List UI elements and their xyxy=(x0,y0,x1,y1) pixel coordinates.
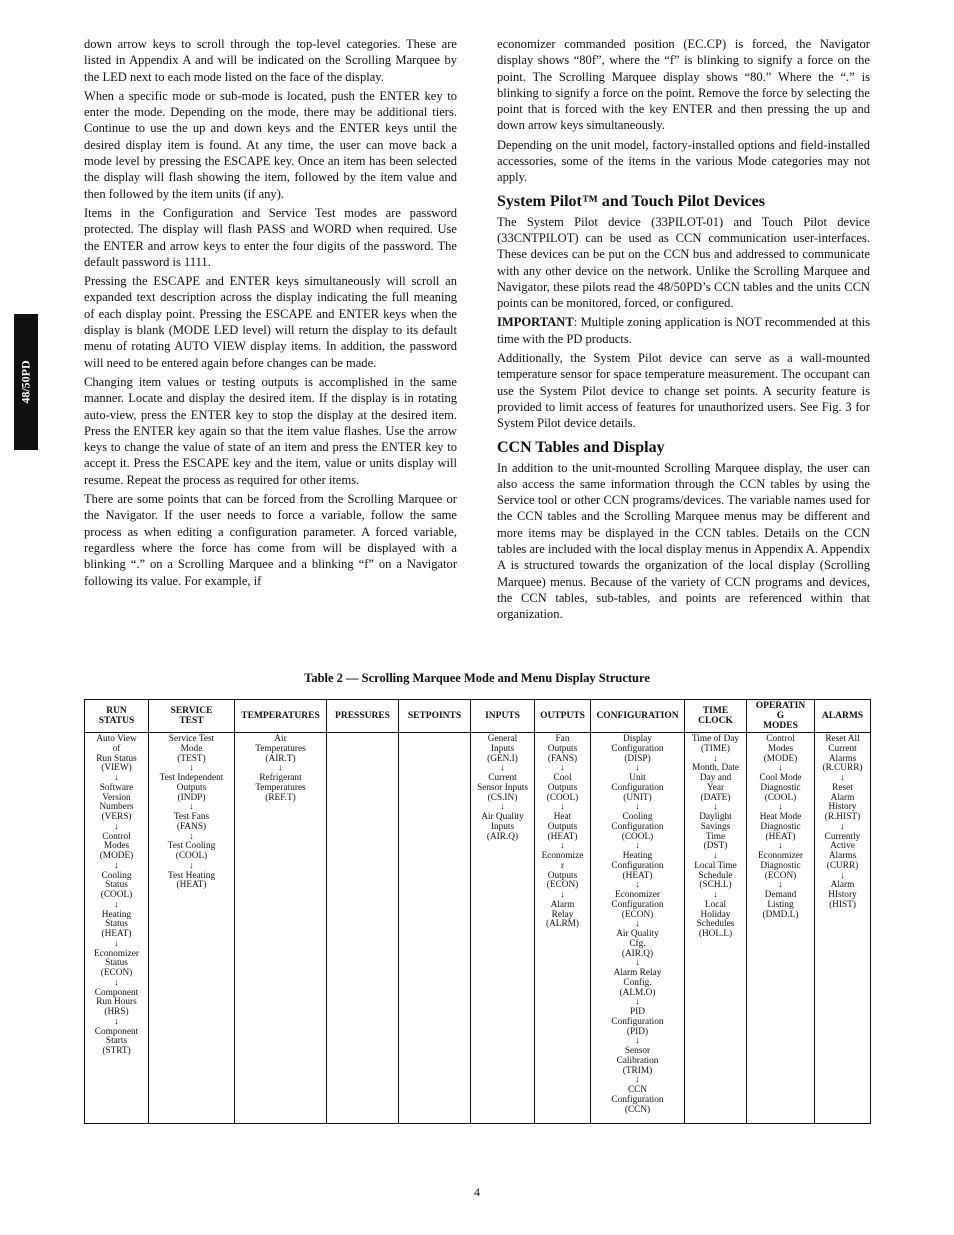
paragraph: There are some points that can be forced from the Scrolling Marquee or the Navigator. If the user needs to force a variable, follow the same process as when editing a configuration parameter. A forced variable, regardless where the force has come from will be displayed with a blinking “.” on a Scrolling Marquee and a blinking “f” on a Navigator following its value. For example, if xyxy=(84,492,457,588)
cell-run-status: Auto View of Run Status (VIEW) ↓ Software Version Numbers (VERS) ↓ Control Modes (MODE) ↓ Cooling Status (COOL) ↓ Heating Status (HEAT) ↓ Economizer Status (ECON) ↓ Component Run Hours (HRS) ↓ Component Starts (STRT) xyxy=(85,733,149,1124)
header-setpoints: SETPOINTS xyxy=(399,700,471,733)
paragraph: The System Pilot device (33PILOT-01) and Touch Pilot device (33CNTPILOT) can be used as CCN communication user-interfaces. These devices can be put on the CCN bus and addressed to communicate with any other device on the network. Unlike the Scrolling Marquee and Navigator, these pilots read the 48/50PD’s CCN tables and the units CCN points can be monitored, forced, or configured. xyxy=(497,214,870,311)
header-pressures: PRESSURES xyxy=(327,700,399,733)
paragraph: Depending on the unit model, factory-installed options and field-installed accessories, some of the items in the various Mode categories may not apply. xyxy=(497,137,870,185)
side-tab-label: 48/50PD xyxy=(18,360,33,404)
important-note xyxy=(497,314,870,347)
cell-operating-modes: Control Modes (MODE) ↓ Cool Mode Diagnostic (COOL) ↓ Heat Mode Diagnostic (HEAT) ↓ Economizer Diagnostic (ECON) ↓ Demand Listing (DMD.L) xyxy=(747,733,815,1124)
cell-pressures xyxy=(327,733,399,1124)
page-number: 4 xyxy=(474,1185,480,1199)
header-temperatures: TEMPERATURES xyxy=(235,700,327,733)
paragraph: When a specific mode or sub-mode is located, push the ENTER key to enter the mode. Depending on the mode, there may be additional tiers. Continue to use the up and down keys and the ENTER keys until the desired display item is found. At any time, the user can move back a mode level by pressing the ESCAPE key. Once an item has been selected the display will flash showing the item, followed by the item value and then followed by the item units (if any). xyxy=(84,88,457,201)
section-heading-system-pilot: System Pilot™ and Touch Pilot Devices xyxy=(497,192,766,210)
cell-service-test: Service Test Mode (TEST) ↓ Test Independent Outputs (INDP) ↓ Test Fans (FANS) ↓ Test Cooling (COOL) ↓ Test Heating (HEAT) xyxy=(149,733,235,1124)
paragraph: Changing item values or testing outputs is accomplished in the same manner. Locate and display the desired item. If the display is in rotating auto-view, press the ENTER key to stop the display at the desired item. Press the ENTER key again so that the item value flashes. Use the arrow keys to change the value of state of an item and press the ENTER key to accept it. Press the ESCAPE key and the item, value or units display will resume. Repeat the process as required for other items. xyxy=(84,374,457,487)
paragraph: down arrow keys to scroll through the top-level categories. These are listed in Appendix A and will be indicated on the Scrolling Marquee by the LED next to each mode listed on the face of the display. xyxy=(84,37,457,84)
header-alarms: ALARMS xyxy=(815,700,871,733)
table-header-row xyxy=(85,700,871,733)
paragraph: economizer commanded position (EC.CP) is forced, the Navigator display shows “80f”, where the “f” is blinking to signify a force on the point. The Scrolling Marquee display shows “80.” Where the “.” is blinking to signify a force on the point. Remove the force by selecting the point that is forced with the key ENTER and then pressing the up and down arrow keys simultaneously. xyxy=(497,37,870,133)
cell-configuration: Display Configuration (DISP) ↓ Unit Configuration (UNIT) ↓ Cooling Configuration (COOL) ↓ Heating Configuration (HEAT) ↓ Economizer Configuration (ECON) ↓ Air Quality Cfg. (AIR.Q) ↓ Alarm Relay Config. (ALM.O) ↓ PID Configuration (PID) ↓ Sensor Calibration (TRIM) ↓ CCN Configuration (CCN) xyxy=(591,733,685,1124)
header-operating-modes: OPERATIN G MODES xyxy=(747,700,815,733)
header-service-test: SERVICE TEST xyxy=(149,700,235,733)
menu-structure-table xyxy=(84,699,871,1124)
table-title: Table 2 — Scrolling Marquee Mode and Menu Display Structure xyxy=(304,671,650,685)
section-heading-ccn-tables: CCN Tables and Display xyxy=(497,438,665,456)
header-run-status: RUN STATUS xyxy=(85,700,149,733)
important-text: : Multiple zoning application is NOT recommended at this time with the PD products. xyxy=(497,315,870,346)
paragraph: Pressing the ESCAPE and ENTER keys simultaneously will scroll an expanded text description across the display indicating the full meaning of each display point. Pressing the ESCAPE and ENTER keys when the display is blank (MODE LED level) will return the display to its default menu of rotating AUTO VIEW display items. In addition, the password will need to be entered again before changes can be made. xyxy=(84,274,457,370)
header-time-clock: TIME CLOCK xyxy=(685,700,747,733)
header-inputs: INPUTS xyxy=(471,700,535,733)
header-configuration: CONFIGURATION xyxy=(591,700,685,733)
cell-outputs: Fan Outputs (FANS) ↓ Cool Outputs (COOL) ↓ Heat Outputs (HEAT) ↓ Economize r Outputs (ECON) ↓ Alarm Relay (ALRM) xyxy=(535,733,591,1124)
paragraph: In addition to the unit-mounted Scrolling Marquee display, the user can also access the same information through the CCN tables by using the Service tool or other CCN programs/devices. The variable names used for the CCN tables and the Scrolling Marquee menus may be different and more items may be displayed in the CCN tables. Details on the CCN tables are included with the local display menus in Appendix A. Appendix A is structured towards the organization of the local display (Scrolling Marquee) menus. Because of the variety of CCN programs and devices, the CCN tables, sub-tables, and points are referenced within that organization. xyxy=(497,460,870,622)
side-tab xyxy=(14,314,38,450)
left-column xyxy=(84,36,457,592)
important-label: IMPORTANT xyxy=(497,315,574,330)
paragraph: Additionally, the System Pilot device can serve as a wall-mounted temperature sensor for space temperature measurement. The occupant can use the System Pilot device to change set points. A security feature is provided to limit access of features for unauthorized users. See Fig. 3 for System Pilot device details. xyxy=(497,351,870,431)
cell-time-clock: Time of Day (TIME) ↓ Month, Date Day and Year (DATE) ↓ Daylight Savings Time (DST) ↓ Local Time Schedule (SCH.L) ↓ Local Holiday Schedules (HOL.L) xyxy=(685,733,747,1124)
table-row xyxy=(85,733,871,1124)
header-outputs: OUTPUTS xyxy=(535,700,591,733)
cell-alarms: Reset All Current Alarms (R.CURR) ↓ Reset Alarm History (R.HIST) ↓ Currently Active Alarms (CURR) ↓ Alarm HIstory (HIST) xyxy=(815,733,871,1124)
cell-temperatures: Air Temperatures (AIR.T) ↓ Refrigerant Temperatures (REF.T) xyxy=(235,733,327,1124)
cell-inputs: General Inputs (GEN.I) ↓ Current Sensor Inputs (CS.IN) ↓ Air Quality Inputs (AIR.Q) xyxy=(471,733,535,1124)
paragraph: Items in the Configuration and Service Test modes are password protected. The display will flash PASS and WORD when required. Use the ENTER and arrow keys to enter the four digits of the password. The default password is 1111. xyxy=(84,205,457,269)
cell-setpoints xyxy=(399,733,471,1124)
right-column xyxy=(497,36,870,626)
